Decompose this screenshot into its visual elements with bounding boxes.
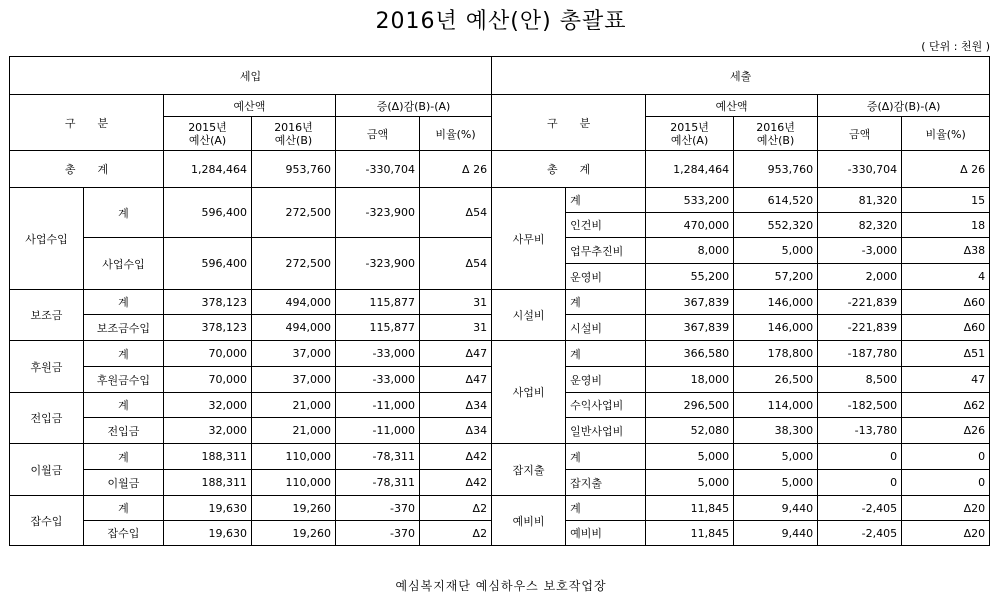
expense-amount: -2,405: [818, 496, 902, 521]
page-title: 2016년 예산(안) 총괄표: [375, 9, 627, 34]
income-ratio: Δ42: [420, 470, 492, 496]
expense-2016: 57,200: [734, 264, 818, 290]
expense-2015: 470,000: [646, 213, 734, 238]
income-2015: 32,000: [164, 393, 252, 418]
expense-2016: 114,000: [734, 393, 818, 418]
expense-amount: 0: [818, 444, 902, 470]
expense-subitem: 계: [566, 444, 646, 470]
income-ratio: 31: [420, 315, 492, 341]
expense-amount: -13,780: [818, 418, 902, 444]
expense-2016: 9,440: [734, 521, 818, 546]
expense-2016: 26,500: [734, 367, 818, 393]
expense-2015: 18,000: [646, 367, 734, 393]
income-amount: -78,311: [336, 444, 420, 470]
expense-subitem: 잡지출: [566, 470, 646, 496]
expense-subitem: 계: [566, 341, 646, 367]
expense-ratio: 18: [902, 213, 990, 238]
expense-subitem: 업무추진비: [566, 238, 646, 264]
expense-amount: 81,320: [818, 188, 902, 213]
expense-ratio: Δ20: [902, 496, 990, 521]
income-subitem: 이월금: [84, 470, 164, 496]
expense-2016: 5,000: [734, 238, 818, 264]
expense-ratio: 0: [902, 444, 990, 470]
expense-header: 세출: [492, 57, 990, 95]
income-ratio: Δ2: [420, 496, 492, 521]
table-row: [10, 341, 990, 367]
income-2016: 110,000: [252, 444, 336, 470]
income-ratio: Δ42: [420, 444, 492, 470]
expense-2015: 11,845: [646, 521, 734, 546]
income-2016-header: 2016년 예산(B): [252, 117, 336, 151]
income-2015: 596,400: [164, 238, 252, 290]
expense-ratio: Δ60: [902, 290, 990, 315]
expense-category: 사무비: [492, 188, 566, 290]
income-2016: 19,260: [252, 496, 336, 521]
income-2015: 378,123: [164, 290, 252, 315]
expense-gubun: 구 분: [492, 95, 646, 151]
table-row: [10, 496, 990, 521]
income-total-label: 총 계: [10, 151, 164, 188]
income-subitem: 보조금수입: [84, 315, 164, 341]
expense-total-ratio: Δ 26: [902, 151, 990, 188]
income-2016: 272,500: [252, 238, 336, 290]
expense-category: 시설비: [492, 290, 566, 341]
expense-change-header: 증(Δ)감(B)-(A): [818, 95, 990, 117]
expense-amount: -3,000: [818, 238, 902, 264]
expense-amount: -221,839: [818, 315, 902, 341]
expense-2015: 5,000: [646, 444, 734, 470]
income-total-ratio: Δ 26: [420, 151, 492, 188]
income-amount: -33,000: [336, 341, 420, 367]
income-amount: -11,000: [336, 418, 420, 444]
income-2016: 110,000: [252, 470, 336, 496]
expense-ratio: 4: [902, 264, 990, 290]
expense-ratio: 47: [902, 367, 990, 393]
expense-ratio: 15: [902, 188, 990, 213]
income-2016: 21,000: [252, 393, 336, 418]
income-total-amount: -330,704: [336, 151, 420, 188]
expense-subitem: 운영비: [566, 367, 646, 393]
income-2016: 494,000: [252, 290, 336, 315]
income-total-2015: 1,284,464: [164, 151, 252, 188]
income-2015: 32,000: [164, 418, 252, 444]
expense-2016: 178,800: [734, 341, 818, 367]
expense-2015-header: 2015년 예산(A): [646, 117, 734, 151]
expense-2016: 614,520: [734, 188, 818, 213]
expense-2016: 146,000: [734, 290, 818, 315]
expense-2016-header: 2016년 예산(B): [734, 117, 818, 151]
income-amount: -323,900: [336, 238, 420, 290]
expense-2015: 367,839: [646, 315, 734, 341]
expense-subitem: 계: [566, 188, 646, 213]
footer-organization: 예심복지재단 예심하우스 보호작업장: [395, 579, 607, 593]
income-amount: 115,877: [336, 315, 420, 341]
income-ratio: Δ54: [420, 188, 492, 238]
expense-total-2015: 1,284,464: [646, 151, 734, 188]
unit-label: ( 단위 : 천원 ): [921, 40, 990, 53]
expense-2015: 533,200: [646, 188, 734, 213]
income-2015: 378,123: [164, 315, 252, 341]
expense-total-2016: 953,760: [734, 151, 818, 188]
header-row-1: [10, 57, 990, 95]
income-ratio-header: 비율(%): [420, 117, 492, 151]
expense-ratio: Δ51: [902, 341, 990, 367]
income-subitem: 후원금수입: [84, 367, 164, 393]
income-amount: -370: [336, 496, 420, 521]
income-ratio: 31: [420, 290, 492, 315]
income-amount: -78,311: [336, 470, 420, 496]
income-subitem: 계: [84, 444, 164, 470]
expense-total-label: 총 계: [492, 151, 646, 188]
income-change-header: 증(Δ)감(B)-(A): [336, 95, 492, 117]
budget-summary-table: [9, 56, 990, 546]
expense-2016: 5,000: [734, 444, 818, 470]
expense-ratio: 0: [902, 470, 990, 496]
income-amount: -323,900: [336, 188, 420, 238]
income-category: 이월금: [10, 444, 84, 496]
income-2015: 19,630: [164, 496, 252, 521]
expense-2015: 367,839: [646, 290, 734, 315]
expense-2015: 52,080: [646, 418, 734, 444]
expense-budget-header: 예산액: [646, 95, 818, 117]
expense-2016: 552,320: [734, 213, 818, 238]
income-header: 세입: [10, 57, 492, 95]
expense-2015: 55,200: [646, 264, 734, 290]
income-ratio: Δ47: [420, 367, 492, 393]
income-subitem: 계: [84, 393, 164, 418]
income-2016: 272,500: [252, 188, 336, 238]
expense-amount: 8,500: [818, 367, 902, 393]
expense-amount: -182,500: [818, 393, 902, 418]
expense-category: 사업비: [492, 341, 566, 444]
expense-2016: 9,440: [734, 496, 818, 521]
income-subitem: 잡수입: [84, 521, 164, 546]
expense-2015: 11,845: [646, 496, 734, 521]
table-row: [10, 444, 990, 470]
expense-subitem: 계: [566, 496, 646, 521]
expense-2015: 296,500: [646, 393, 734, 418]
header-row-2: [10, 95, 990, 117]
income-ratio: Δ34: [420, 418, 492, 444]
expense-subitem: 계: [566, 290, 646, 315]
income-subitem: 계: [84, 290, 164, 315]
expense-amount: -221,839: [818, 290, 902, 315]
income-ratio: Δ34: [420, 393, 492, 418]
table-row: [10, 290, 990, 315]
income-subitem: 전입금: [84, 418, 164, 444]
income-2016: 21,000: [252, 418, 336, 444]
income-2015: 188,311: [164, 470, 252, 496]
income-ratio: Δ2: [420, 521, 492, 546]
expense-subitem: 운영비: [566, 264, 646, 290]
income-2015-header: 2015년 예산(A): [164, 117, 252, 151]
income-amount-header: 금액: [336, 117, 420, 151]
income-subitem: 계: [84, 496, 164, 521]
income-2015: 70,000: [164, 341, 252, 367]
income-subitem: 계: [84, 188, 164, 238]
expense-ratio: Δ38: [902, 238, 990, 264]
income-category: 잡수입: [10, 496, 84, 546]
expense-subitem: 인건비: [566, 213, 646, 238]
expense-2016: 5,000: [734, 470, 818, 496]
expense-ratio: Δ62: [902, 393, 990, 418]
expense-2015: 366,580: [646, 341, 734, 367]
income-category: 사업수입: [10, 188, 84, 290]
expense-amount-header: 금액: [818, 117, 902, 151]
income-amount: 115,877: [336, 290, 420, 315]
income-2015: 596,400: [164, 188, 252, 238]
income-subitem: 계: [84, 341, 164, 367]
income-subitem: 사업수입: [84, 238, 164, 290]
total-row: [10, 151, 990, 188]
expense-amount: -187,780: [818, 341, 902, 367]
income-total-2016: 953,760: [252, 151, 336, 188]
expense-ratio: Δ60: [902, 315, 990, 341]
income-2015: 70,000: [164, 367, 252, 393]
expense-amount: -2,405: [818, 521, 902, 546]
expense-subitem: 일반사업비: [566, 418, 646, 444]
expense-ratio: Δ20: [902, 521, 990, 546]
income-category: 후원금: [10, 341, 84, 393]
expense-ratio-header: 비율(%): [902, 117, 990, 151]
expense-2015: 8,000: [646, 238, 734, 264]
income-2016: 37,000: [252, 367, 336, 393]
income-2015: 19,630: [164, 521, 252, 546]
expense-subitem: 예비비: [566, 521, 646, 546]
expense-category: 잡지출: [492, 444, 566, 496]
income-amount: -11,000: [336, 393, 420, 418]
income-2015: 188,311: [164, 444, 252, 470]
income-gubun: 구 분: [10, 95, 164, 151]
income-2016: 494,000: [252, 315, 336, 341]
income-category: 보조금: [10, 290, 84, 341]
income-budget-header: 예산액: [164, 95, 336, 117]
expense-amount: 2,000: [818, 264, 902, 290]
income-2016: 19,260: [252, 521, 336, 546]
income-2016: 37,000: [252, 341, 336, 367]
expense-amount: 82,320: [818, 213, 902, 238]
table-row: [10, 188, 990, 213]
expense-subitem: 시설비: [566, 315, 646, 341]
income-amount: -370: [336, 521, 420, 546]
expense-category: 예비비: [492, 496, 566, 546]
expense-2016: 146,000: [734, 315, 818, 341]
income-category: 전입금: [10, 393, 84, 444]
expense-subitem: 수익사업비: [566, 393, 646, 418]
expense-amount: 0: [818, 470, 902, 496]
expense-2015: 5,000: [646, 470, 734, 496]
income-ratio: Δ54: [420, 238, 492, 290]
expense-total-amount: -330,704: [818, 151, 902, 188]
income-ratio: Δ47: [420, 341, 492, 367]
expense-ratio: Δ26: [902, 418, 990, 444]
income-amount: -33,000: [336, 367, 420, 393]
expense-2016: 38,300: [734, 418, 818, 444]
